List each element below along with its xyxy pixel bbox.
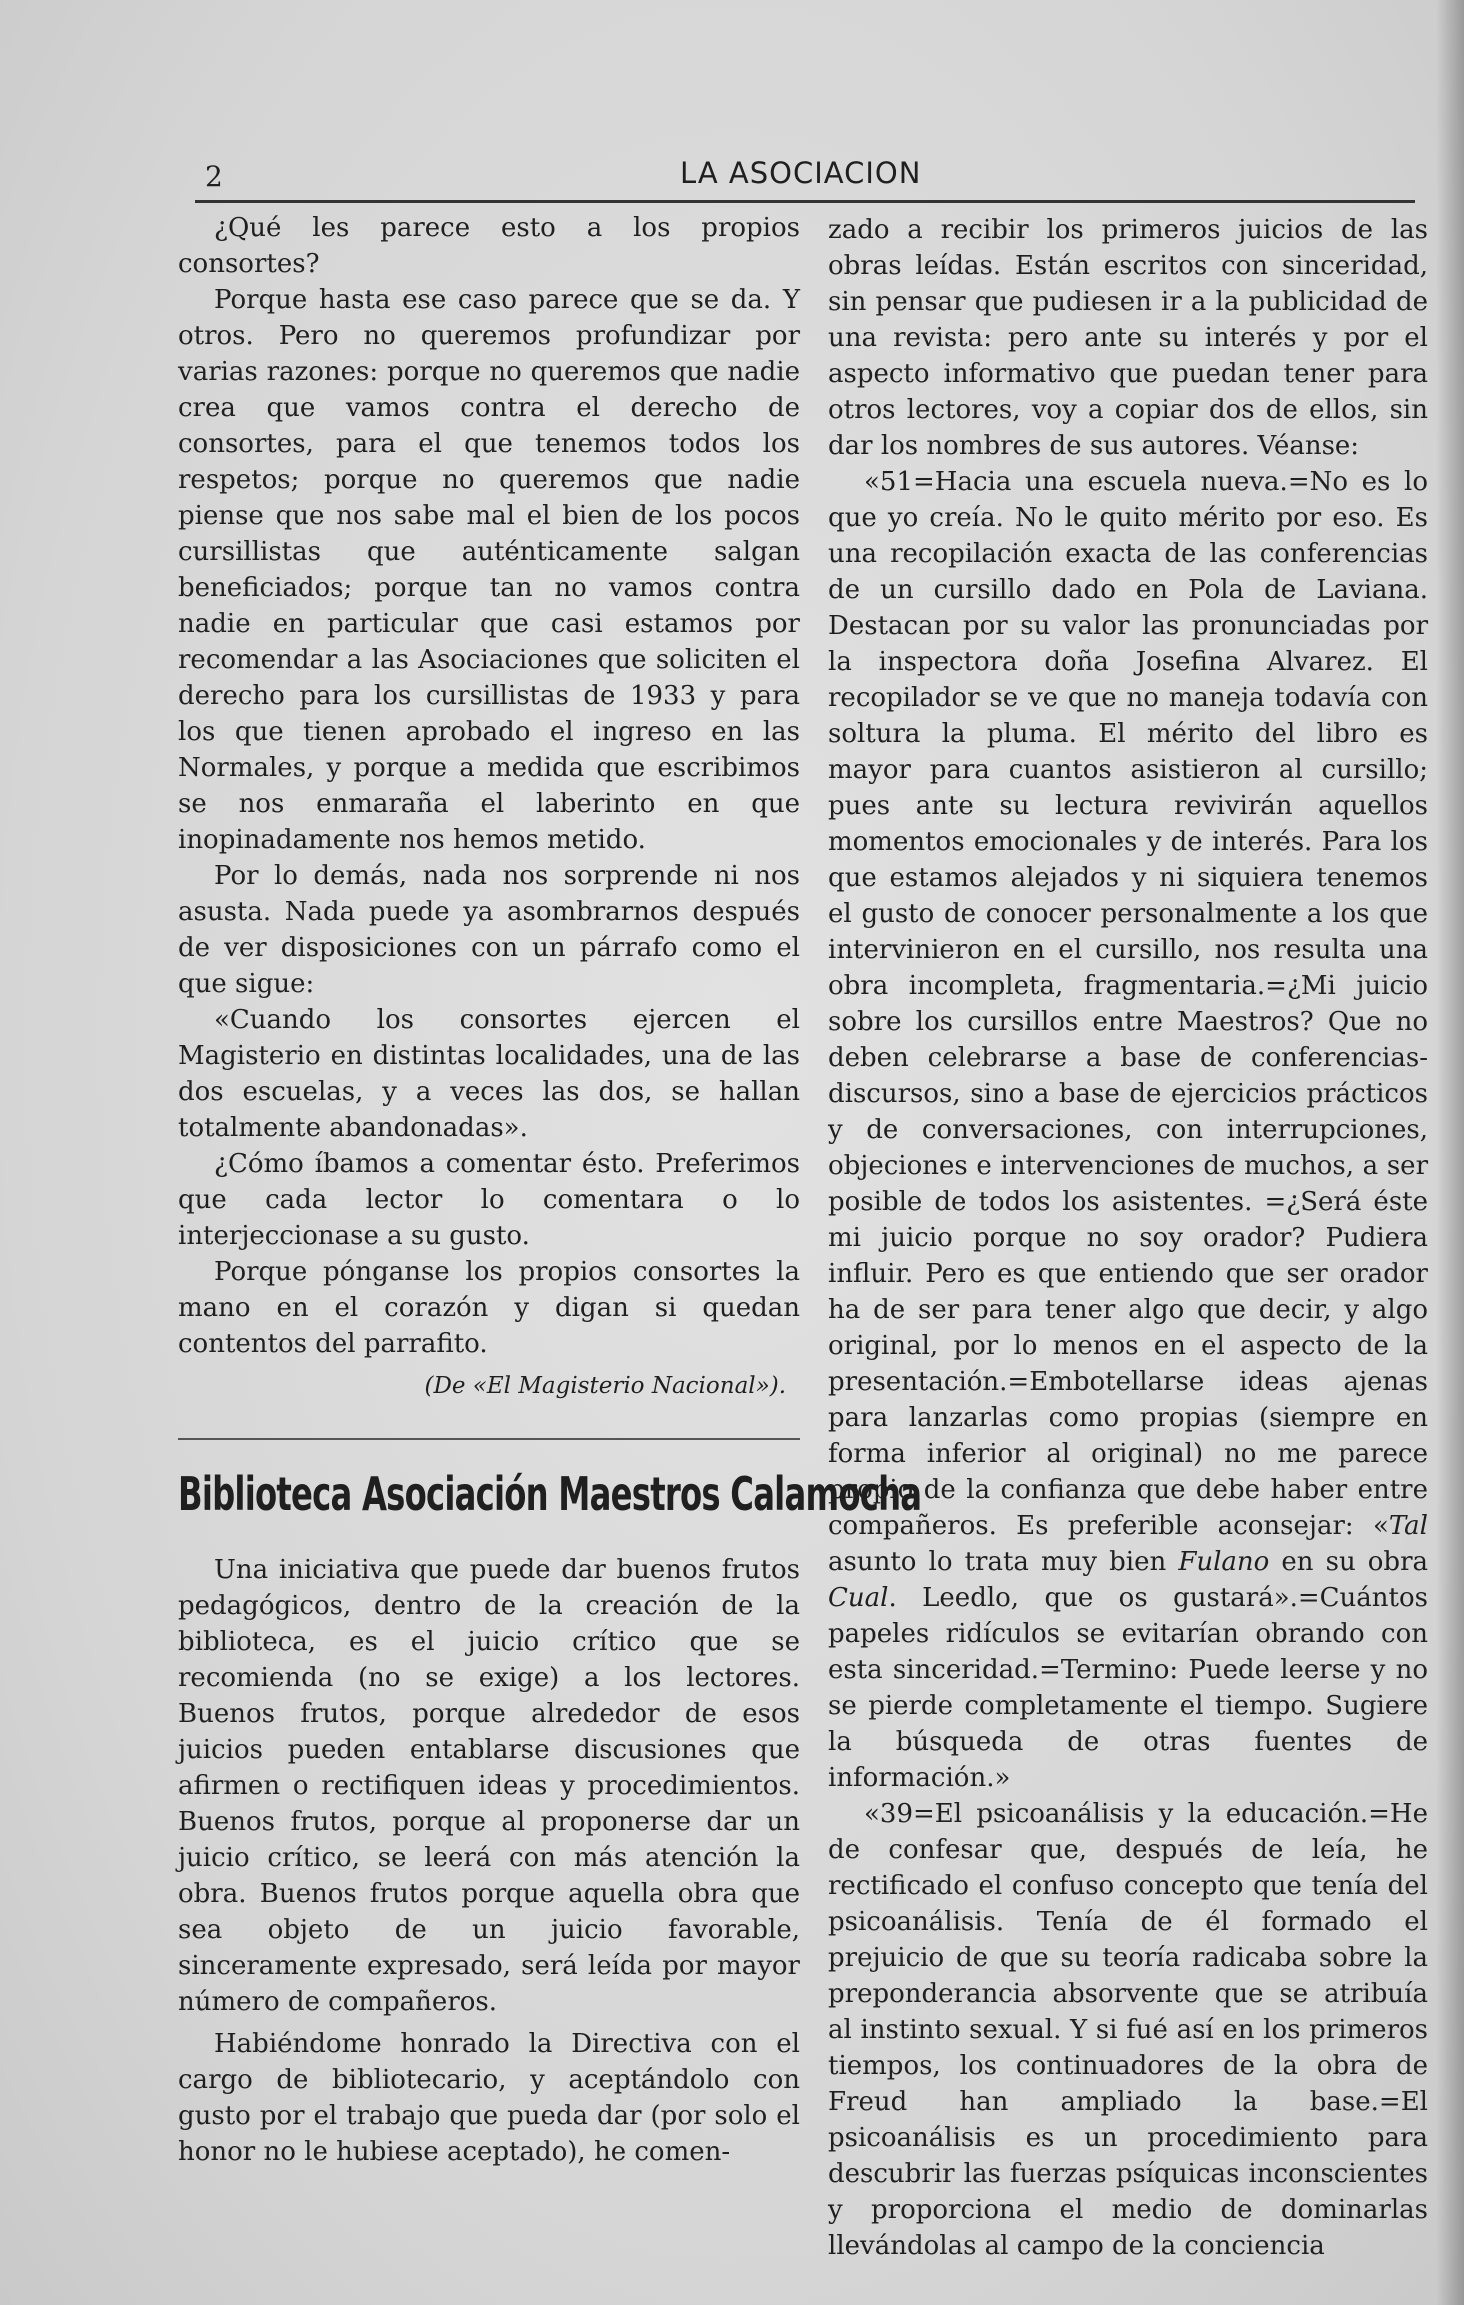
header-rule	[195, 200, 1415, 203]
paragraph: zado a recibir los primeros juicios de las obras leídas. Están escritos con sinceridad, sin pensar que pudiesen ir a la publicidad de una revista: pero ante su interés y por el aspecto informativo que puedan tener para otros lectores, voy a copiar dos de ellos, sin dar los nombres de sus autores. Véanse:	[828, 215, 1428, 461]
paragraph: Porque hasta ese caso parece que se da. Y otros. Pero no queremos profundizar por varias razones: porque no queremos que nadie crea que vamos contra el derecho de consortes, para el que tenemos todos los respetos; porque no queremos que nadie piense que nos sabe mal el bien de los pocos cursillistas que auténticamente salgan beneficiados; porque tan no vamos contra nadie en particular que casi estamos por recomendar a las Asociaciones que soliciten el derecho para los cursillistas de 1933 y para los que tienen aprobado el ingreso en las Normales, y porque a medida que escribimos se nos enmaraña el laberinto en que inopinadamente nos hemos metido.	[178, 285, 800, 855]
paragraph: ¿Cómo íbamos a comentar ésto. Preferimos que cada lector lo comentara o lo interjeccionase a su gusto.	[178, 1149, 800, 1251]
paragraph: Por lo demás, nada nos sorprende ni nos asusta. Nada puede ya asombrarnos después de ver disposiciones con un párrafo como el que sigue:	[178, 861, 800, 999]
page-edge-shadow	[1436, 0, 1464, 2305]
quoted-paragraph: «Cuando los consortes ejercen el Magisterio en distintas localidades, una de las dos escuelas, y a veces las dos, se hallan totalmente abandonadas».	[178, 1005, 800, 1143]
paragraph: Habiéndome honrado la Directiva con el cargo de bibliotecario, y aceptándolo con gusto por el trabajo que pueda dar (por solo el honor no le hubiese aceptado), he comen-	[178, 2029, 800, 2167]
paragraph: ¿Qué les parece esto a los propios consortes?	[178, 213, 800, 279]
section-divider	[178, 1438, 800, 1440]
paragraph: Una iniciativa que puede dar buenos frutos pedagógicos, dentro de la creación de la biblioteca, es el juicio crítico que se recomienda (no se exige) a los lectores. Buenos frutos, porque alrededor de esos juicios pueden entablarse discusiones que afirmen o rectifiquen ideas y procedimientos. Buenos frutos, porque al proponerse dar un juicio crítico, se leerá con más atención la obra. Buenos frutos porque aquella obra que sea objeto de un juicio favorable, sinceramente expresado, será leída por mayor número de compañeros.	[178, 1555, 800, 2017]
source-citation: (De «El Magisterio Nacional»).	[424, 1373, 786, 1399]
review-text: «51=Hacia una escuela nueva.=No es lo que yo creía. No le quito mérito por eso. Es una recopilación exacta de las conferencias de un cursillo dado en Pola de Laviana. Destacan por su valor las pronunciadas por la inspectora doña Josefina Alvarez. El recopilador se ve que no maneja todavía con soltura la pluma. El mérito del libro es mayor para cuantos asistieron al cursillo; pues ante su lectura revivirán aquellos momentos emocionales y de interés. Para los que estamos alejados y ni siquiera tenemos el gusto de conocer personalmente a los que intervinieron en el cursillo, nos resulta una obra incompleta, fragmentaria.=¿Mi juicio sobre los cursillos entre Maestros? Que no deben celebrarse a base de conferencias-discursos, sino a base de ejercicios prácticos y de conversaciones, con interrupciones, objeciones e intervenciones de muchos, a ser posible de todos los asistentes. =¿Será éste mi juicio porque no soy orador? Pudiera influir. Pero es que entiendo que ser orador ha de ser para tener algo que decir, y algo original, por lo menos en el aspecto de la presentación.=Embotellarse ideas ajenas para lanzarlas como propias (siempre en forma inferior al original) no me parece propio de la confianza que debe haber entre compañeros. Es preferible aconsejar: «	[828, 467, 1428, 1541]
section-title: Biblioteca Asociación Maestros Calamocha	[178, 1467, 922, 1521]
italic-word: Fulano	[1178, 1547, 1270, 1577]
italic-word: Tal	[1388, 1511, 1428, 1541]
review-paragraph: «39=El psicoanálisis y la educación.=He de confesar que, después de leía, he rectificado el confuso concepto que tenía del psicoanálisis. Tenía de él formado el prejuicio de que su teoría radicaba sobre la preponderancia absorvente que se atribuía al instinto sexual. Y si fué así en los primeros tiempos, los continuadores de la obra de Freud han ampliado la base.=El psicoanálisis es un procedimiento para descubrir las fuerzas psíquicas inconscientes y proporciona el medio de dominarlas llevándolas al campo de la conciencia	[828, 1799, 1428, 2261]
paragraph: Porque pónganse los propios consortes la mano en el corazón y digan si quedan contentos del parrafito.	[178, 1257, 800, 1359]
review-paragraph	[828, 464, 1428, 1796]
page-header	[195, 150, 1415, 202]
page-number: 2	[205, 160, 223, 193]
review-text: asunto lo trata muy bien	[828, 1547, 1179, 1577]
italic-word: Cual	[828, 1583, 889, 1613]
review-text: en su obra	[1269, 1547, 1428, 1577]
right-column	[828, 212, 1428, 2264]
review-text: . Leedlo, que os gustará».=Cuántos papeles ridículos se evitarían obrando con esta sinceridad.=Termino: Puede leerse y no se pierde completamente el tiempo. Sugiere la búsqueda de otras fuentes de información.»	[828, 1583, 1428, 1793]
journal-title: LA ASOCIACION	[680, 156, 922, 190]
